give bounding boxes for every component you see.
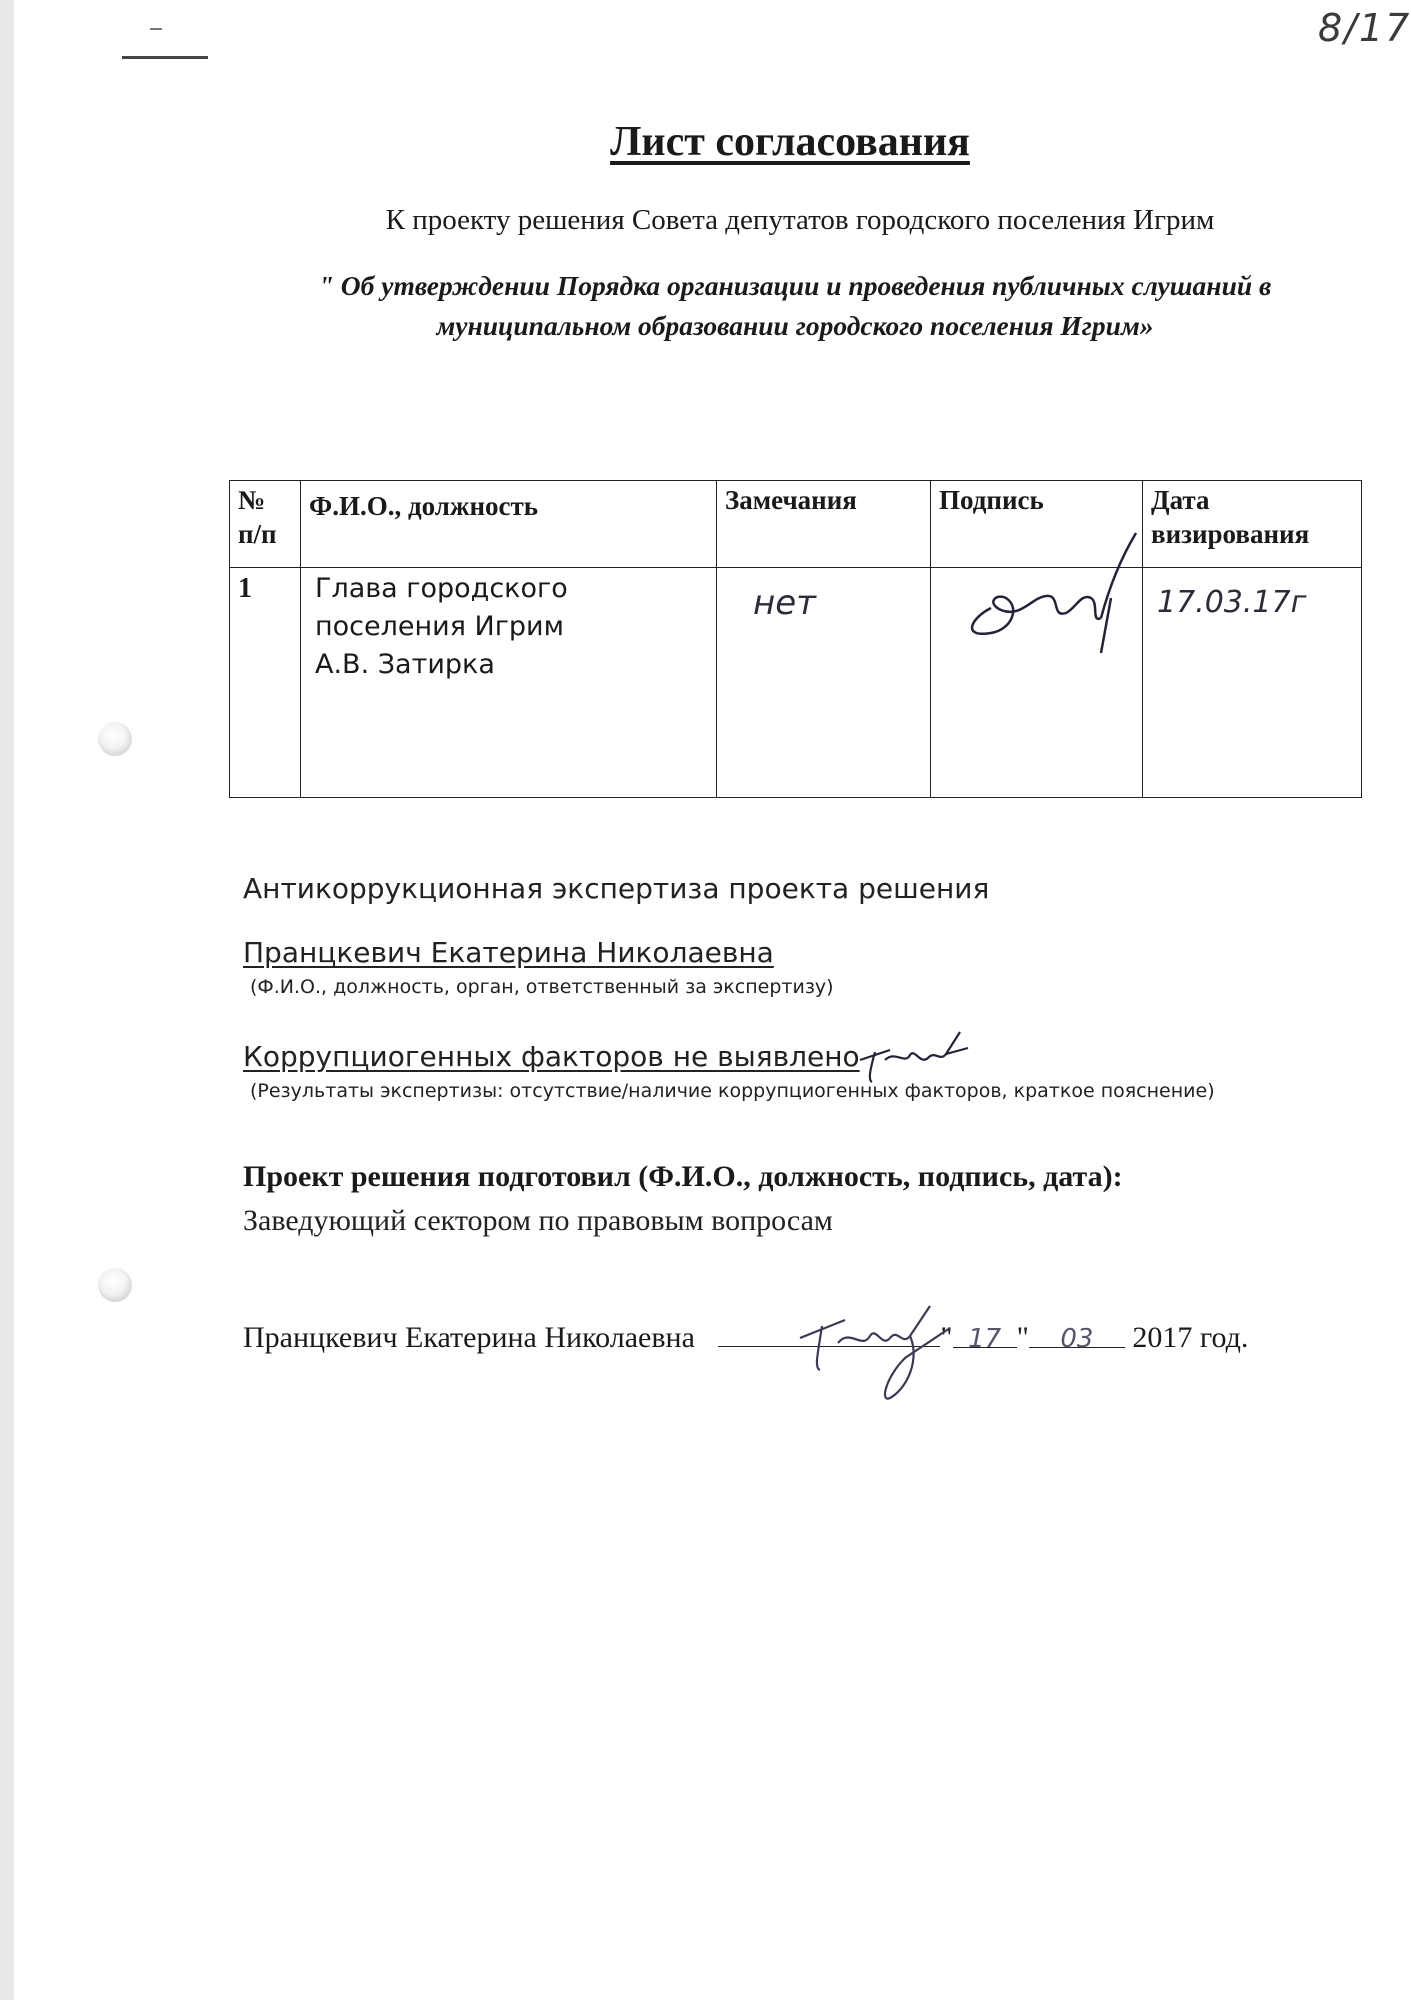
day-handwritten: 17 <box>968 1324 1002 1354</box>
expertise-heading: Антикоррукционная экспертиза проекта решения <box>243 872 990 905</box>
header-date-line1: Дата <box>1151 485 1210 515</box>
project-title-line2: муниципальном образовании городского поселения Игрим» <box>436 310 1154 341</box>
expertise-result-caption: (Результаты экспертизы: отсутствие/наличие коррупциогенных факторов, краткое пояснение) <box>250 1080 1215 1102</box>
header-name: Ф.И.О., должность <box>301 481 717 568</box>
header-date <box>1143 481 1362 568</box>
header-num <box>230 481 301 568</box>
prepared-year: 2017 год. <box>1132 1321 1249 1354</box>
header-num-line1: № <box>238 485 266 515</box>
corner-mark <box>150 28 162 30</box>
row-signature <box>931 568 1143 798</box>
approval-table <box>229 480 1362 798</box>
punch-hole-bottom <box>98 1268 132 1302</box>
header-num-line2: п/п <box>238 519 277 549</box>
corner-line <box>122 56 208 59</box>
subtitle: К проекту решения Совета депутатов городского поселения Игрим <box>385 204 1215 236</box>
prepared-name: Пранцкевич Екатерина Николаевна <box>243 1321 695 1354</box>
expertise-person-caption: (Ф.И.О., должность, орган, ответственный за экспертизу) <box>250 976 834 998</box>
row-name-line2: поселения Игрим <box>315 611 564 642</box>
header-date-line2: визирования <box>1151 519 1310 549</box>
project-title <box>240 266 1350 346</box>
scan-edge-shadow <box>0 0 14 2000</box>
prepared-heading: Проект решения подготовил (Ф.И.О., должность, подпись, дата): <box>243 1160 1123 1193</box>
expertise-result: Коррупциогенных факторов не выявлено <box>243 1040 860 1073</box>
row-name-line1: Глава городского <box>315 573 568 604</box>
header-remarks: Замечания <box>717 481 931 568</box>
row-remarks <box>717 568 931 798</box>
header-signature: Подпись <box>931 481 1143 568</box>
remarks-handwritten: нет <box>753 583 816 623</box>
project-title-line1: " Об утверждении Порядка организации и проведения публичных слушаний в <box>318 270 1272 301</box>
row-name-line3: А.В. Затирка <box>315 649 495 680</box>
page-number: 8/17 <box>1318 6 1411 50</box>
head-signature <box>951 538 1141 658</box>
month-handwritten: 03 <box>1060 1324 1094 1354</box>
row-date <box>1143 568 1362 798</box>
prepared-position: Заведующий сектором по правовым вопросам <box>243 1204 833 1237</box>
month-blank <box>1029 1321 1125 1354</box>
expertise-person: Пранцкевич Екатерина Николаевна <box>243 936 774 969</box>
prepared-line: Пранцкевич Екатерина Николаевна " 17 " 03 2017 год. <box>243 1321 1249 1354</box>
table-row <box>230 568 1362 798</box>
date-handwritten: 17.03.17г <box>1157 585 1307 620</box>
punch-hole-top <box>98 722 132 756</box>
page-title: Лист согласования <box>610 119 970 165</box>
row-name <box>301 568 717 798</box>
row-num: 1 <box>230 568 301 798</box>
prepared-signature <box>790 1298 970 1408</box>
table-header-row <box>230 481 1362 568</box>
